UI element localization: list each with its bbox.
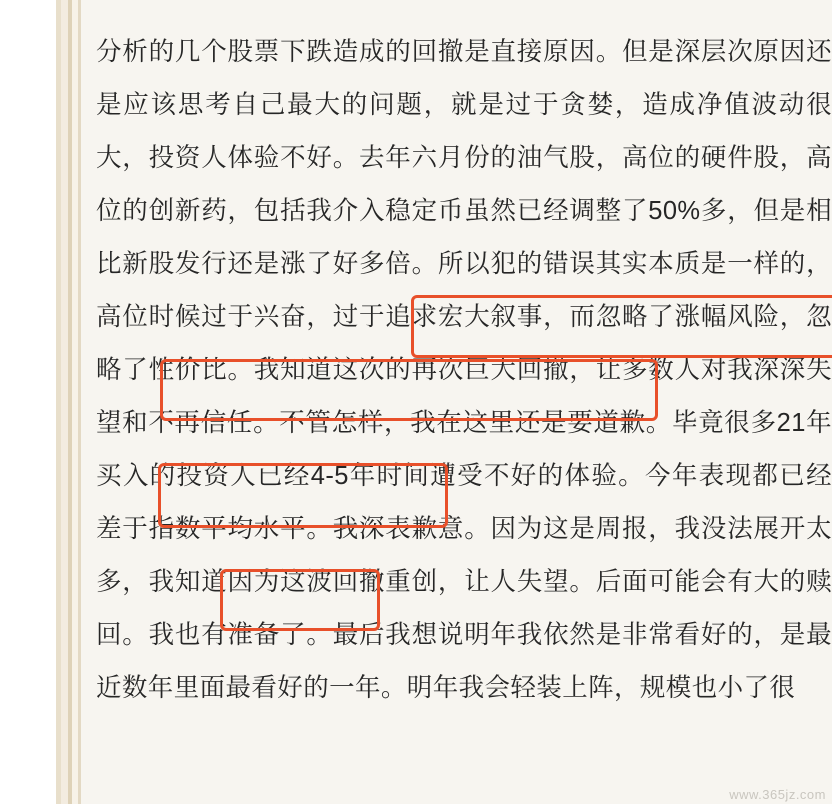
page-edge-strip-2 — [61, 0, 68, 804]
watermark-text: www.365jz.com — [729, 787, 826, 802]
page-left-margin — [0, 0, 56, 804]
article-body-text: 分析的几个股票下跌造成的回撤是直接原因。但是深层次原因还是应该思考自己最大的问题，就是过于贪婪，造成净值波动很大，投资人体验不好。去年六月份的油气股，高位的硬件股，高位的创新药，包括我介入稳定币虽然已经调整了50%多，但是相比新股发行还是涨了好多倍。所以犯的错误其实本质是一样的，高位时候过于兴奋，过于追求宏大叙事，而忽略了涨幅风险，忽略了性价比。我知道这次的再次巨大回撤，让多数人对我深深失望和不再信任。不管怎样，我在这里还是要道歉。毕竟很多21年买入的投资人已经4-5年时间遭受不好的体验。今年表现都已经差于指数平均水平。我深表歉意。因为这是周报，我没法展开太多，我知道因为这波回撤重创，让人失望。后面可能会有大的赎回。我也有准备了。最后我想说明年我依然是非常看好的，是最近数年里面最看好的一年。明年我会轻装上阵，规模也小了很 — [96, 38, 832, 702]
page-content-area — [81, 0, 832, 804]
